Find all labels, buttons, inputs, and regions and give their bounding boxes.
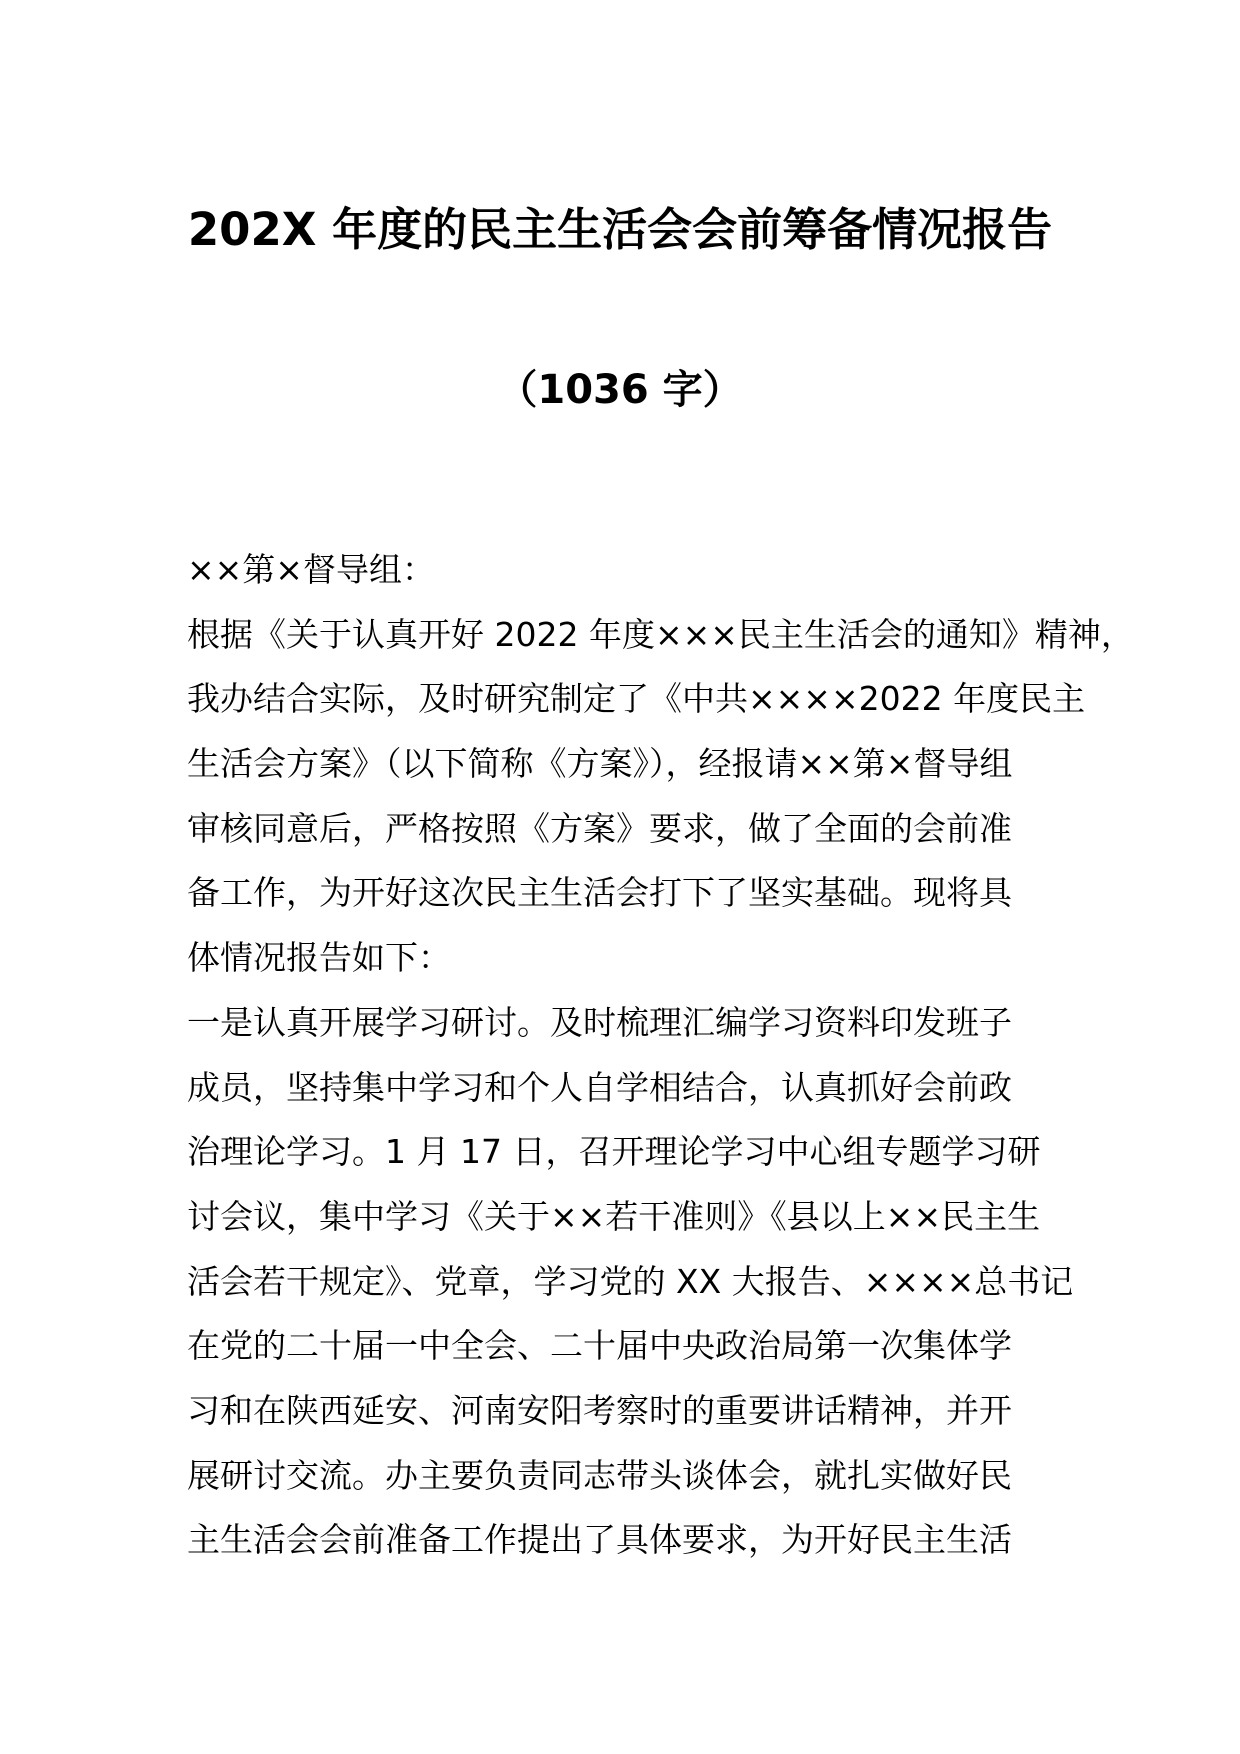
body-line: 在党的二十届一中全会、二十届中央政治局第一次集体学 bbox=[187, 1326, 1012, 1366]
body-line: 讨会议，集中学习《关于××若干准则》《县以上××民主生 bbox=[187, 1196, 1041, 1236]
body-line: 活会若干规定》、党章，学习党的 XX 大报告、××××总书记 bbox=[187, 1261, 1074, 1301]
body-line: 体情况报告如下： bbox=[187, 938, 451, 978]
body-line: ××第×督导组： bbox=[187, 550, 435, 589]
document-subtitle: （1036 字） bbox=[497, 367, 743, 413]
body-line: 主生活会会前准备工作提出了具体要求，为开好民主生活 bbox=[187, 1520, 1012, 1560]
document-title: 202X 年度的民主生活会会前筹备情况报告 bbox=[187, 203, 1053, 256]
body-line: 审核同意后，严格按照《方案》要求，做了全面的会前准 bbox=[187, 808, 1012, 848]
body-line: 我办结合实际，及时研究制定了《中共××××2022 年度民主 bbox=[187, 679, 1086, 719]
body-line: 根据《关于认真开好 2022 年度×××民主生活会的通知》精神， bbox=[187, 614, 1134, 654]
body-line: 展研讨交流。办主要负责同志带头谈体会，就扎实做好民 bbox=[187, 1455, 1012, 1495]
body-line: 成员，坚持集中学习和个人自学相结合，认真抓好会前政 bbox=[187, 1067, 1012, 1107]
document-body bbox=[187, 546, 1134, 1581]
body-line: 治理论学习。1 月 17 日，召开理论学习中心组专题学习研 bbox=[187, 1132, 1041, 1172]
body-line: 备工作，为开好这次民主生活会打下了坚实基础。现将具 bbox=[187, 873, 1012, 913]
body-line: 生活会方案》（以下简称《方案》），经报请××第×督导组 bbox=[187, 744, 1013, 784]
body-line: 一是认真开展学习研讨。及时梳理汇编学习资料印发班子 bbox=[187, 1002, 1012, 1042]
body-line: 习和在陕西延安、河南安阳考察时的重要讲话精神，并开 bbox=[187, 1390, 1012, 1430]
